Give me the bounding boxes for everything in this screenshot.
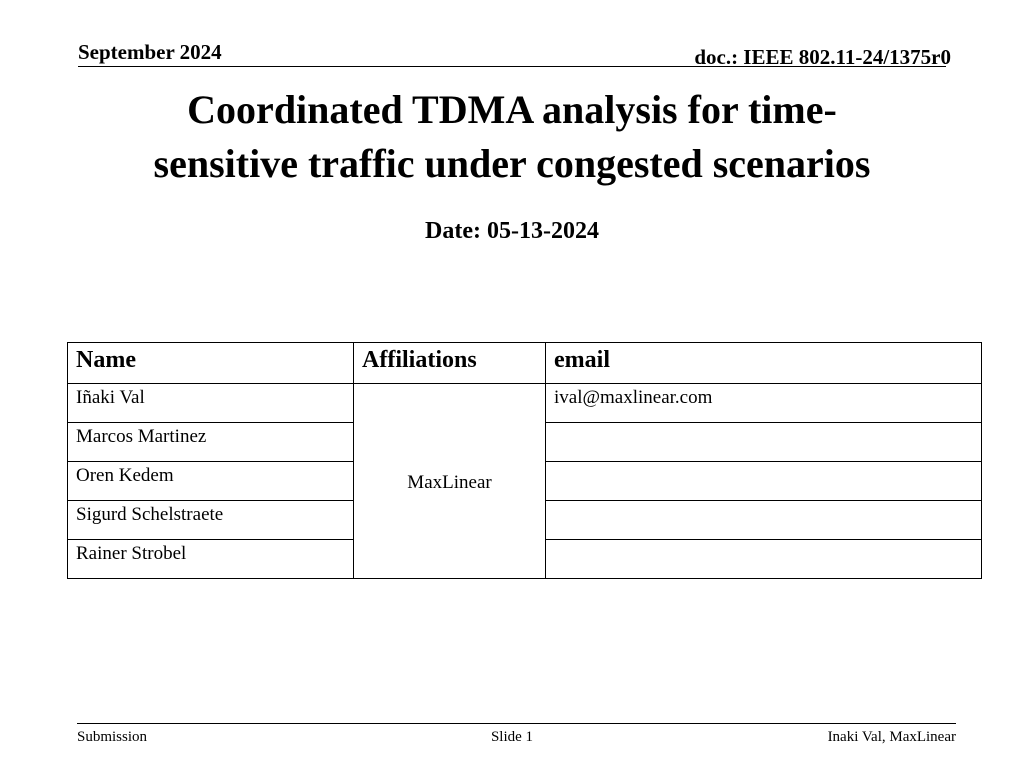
author-email xyxy=(546,462,982,501)
author-email xyxy=(546,540,982,579)
slide-title-line-1: Coordinated TDMA analysis for time- xyxy=(187,87,837,132)
header-divider xyxy=(78,66,946,67)
author-name: Sigurd Schelstraete xyxy=(68,501,354,540)
author-name: Marcos Martinez xyxy=(68,423,354,462)
header-date: September 2024 xyxy=(78,40,222,64)
slide-date: Date: 05-13-2024 xyxy=(425,218,599,244)
author-email xyxy=(546,501,982,540)
author-email: ival@maxlinear.com xyxy=(546,384,982,423)
author-name: Iñaki Val xyxy=(68,384,354,423)
slide-title xyxy=(60,83,964,191)
table-row xyxy=(68,384,982,423)
footer-divider xyxy=(77,723,956,724)
footer-slide-number: Slide 1 xyxy=(490,729,534,745)
footer-submission: Submission xyxy=(77,729,148,745)
authors-table xyxy=(67,342,982,579)
header-doc-id: doc.: IEEE 802.11-24/1375r0 xyxy=(694,45,951,69)
column-header-affiliations: Affiliations xyxy=(354,343,546,384)
author-name: Rainer Strobel xyxy=(68,540,354,579)
table-header-row xyxy=(68,343,982,384)
author-affiliation: MaxLinear xyxy=(354,384,546,579)
column-header-email: email xyxy=(546,343,982,384)
author-name: Oren Kedem xyxy=(68,462,354,501)
column-header-name: Name xyxy=(68,343,354,384)
slide-title-line-2: sensitive traffic under congested scenarios xyxy=(153,141,871,186)
author-email xyxy=(546,423,982,462)
footer-author: Inaki Val, MaxLinear xyxy=(827,729,956,745)
